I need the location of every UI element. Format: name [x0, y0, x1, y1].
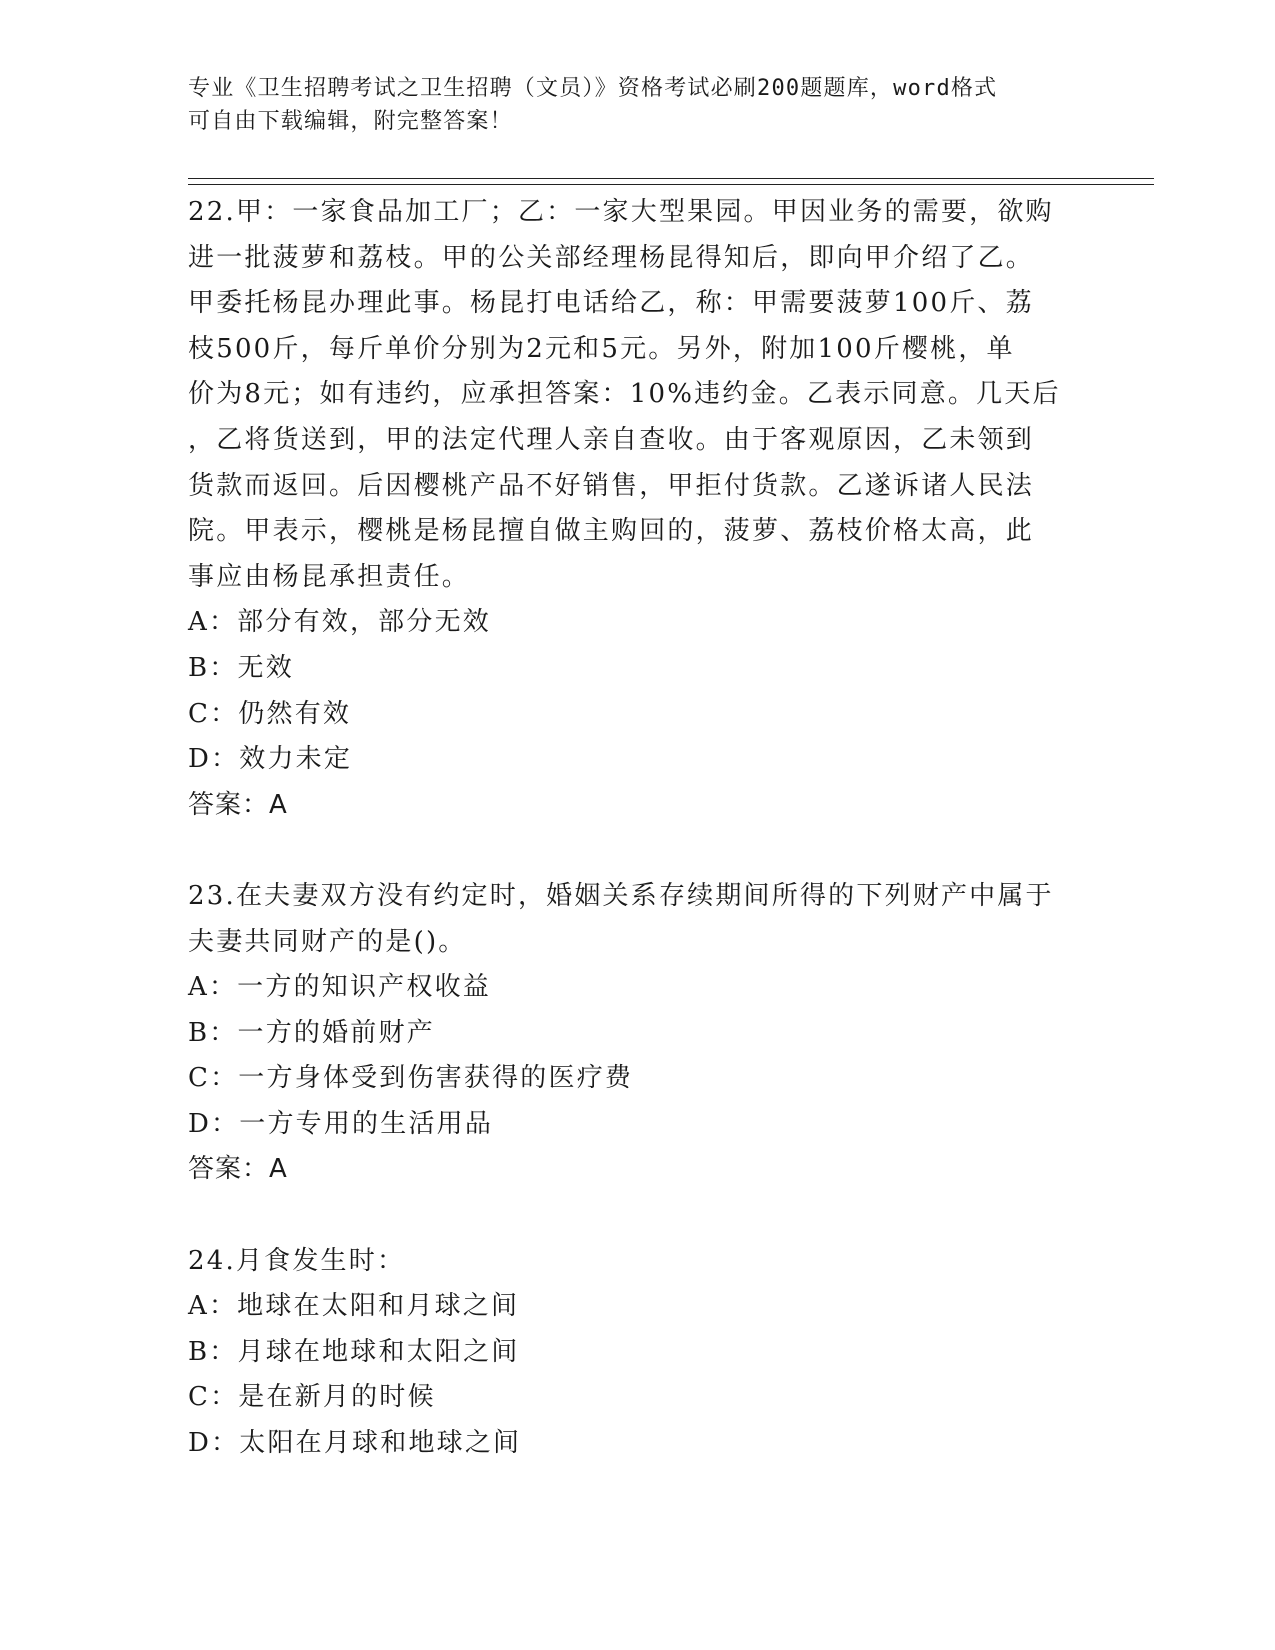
question-spacer	[188, 828, 1108, 874]
question-stem-line: ，乙将货送到，甲的法定代理人亲自查收。由于客观原因，乙未领到	[188, 424, 1035, 455]
header-line-1: 专业《卫生招聘考试之卫生招聘（文员）》资格考试必刷200题题库，word格式	[188, 76, 998, 101]
question-spacer	[188, 1193, 1108, 1239]
question-list	[188, 190, 1108, 1467]
option-d: D：效力未定	[188, 744, 353, 775]
option-b: B：一方的婚前财产	[188, 1017, 435, 1048]
question-22	[188, 190, 1108, 828]
option-d: D：太阳在月球和地球之间	[188, 1428, 522, 1459]
option-b: B：无效	[188, 652, 294, 683]
question-stem-line: 24.月食发生时：	[188, 1245, 406, 1276]
document-header	[188, 72, 1088, 138]
question-stem-line: 夫妻共同财产的是()。	[188, 926, 467, 957]
option-c: C：仍然有效	[188, 698, 352, 729]
option-a: A：地球在太阳和月球之间	[188, 1291, 520, 1322]
header-rule-top	[188, 178, 1154, 179]
option-a: A：一方的知识产权收益	[188, 972, 491, 1003]
answer-line: 答案：A	[188, 789, 288, 820]
option-c: C：一方身体受到伤害获得的医疗费	[188, 1063, 634, 1094]
question-stem-line: 22.甲：一家食品加工厂；乙：一家大型果园。甲因业务的需要，欲购	[188, 197, 1054, 227]
header-rule-bottom	[188, 184, 1154, 185]
option-d: D：一方专用的生活用品	[188, 1108, 494, 1139]
option-b: B：月球在地球和太阳之间	[188, 1336, 520, 1367]
question-24	[188, 1239, 1108, 1467]
question-stem-line: 事应由杨昆承担责任。	[188, 561, 471, 592]
question-stem-line: 进一批菠萝和荔枝。甲的公关部经理杨昆得知后，即向甲介绍了乙。	[188, 242, 1035, 273]
question-stem-line: 甲委托杨昆办理此事。杨昆打电话给乙，称：甲需要菠萝100斤、荔	[188, 288, 1034, 319]
option-c: C：是在新月的时候	[188, 1382, 436, 1413]
question-stem-line: 枝500斤，每斤单价分别为2元和5元。另外，附加100斤樱桃，单	[188, 333, 1015, 364]
question-stem-line: 院。甲表示，樱桃是杨昆擅自做主购回的，菠萝、荔枝价格太高，此	[188, 516, 1035, 547]
question-stem-line: 23.在夫妻双方没有约定时，婚姻关系存续期间所得的下列财产中属于	[188, 880, 1054, 911]
option-a: A：部分有效，部分无效	[188, 607, 491, 638]
header-line-2: 可自由下载编辑，附完整答案！	[188, 109, 513, 134]
question-23	[188, 874, 1108, 1193]
answer-line: 答案：A	[188, 1154, 288, 1185]
question-stem-line: 价为8元；如有违约，应承担答案：10%违约金。乙表示同意。几天后	[188, 379, 1061, 410]
question-stem-line: 货款而返回。后因樱桃产品不好销售，甲拒付货款。乙遂诉诸人民法	[188, 470, 1035, 501]
